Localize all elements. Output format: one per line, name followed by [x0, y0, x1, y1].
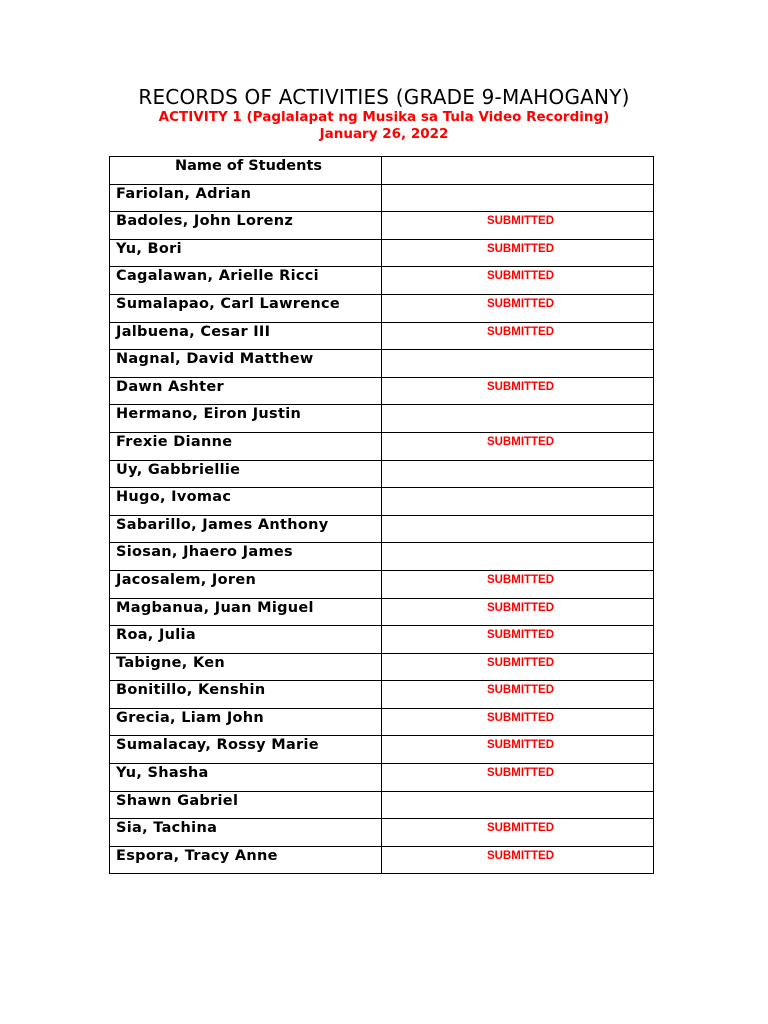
submission-status-cell: SUBMITTED: [382, 736, 654, 764]
table-row: [110, 212, 654, 240]
activity-date: January 26, 2022: [319, 126, 449, 142]
student-name-cell: Frexie Dianne: [110, 432, 382, 460]
submission-status-cell: SUBMITTED: [382, 239, 654, 267]
submission-status-cell: SUBMITTED: [382, 653, 654, 681]
activity-subtitle: ACTIVITY 1 (Paglalapat ng Musika sa Tula Video Recording): [158, 109, 610, 125]
table-row: [110, 543, 654, 571]
student-name-cell: Badoles, John Lorenz: [110, 212, 382, 240]
submission-status-cell: SUBMITTED: [382, 294, 654, 322]
student-name-cell: Yu, Shasha: [110, 764, 382, 792]
submission-status-cell: SUBMITTED: [382, 598, 654, 626]
submission-status-cell: SUBMITTED: [382, 432, 654, 460]
table-row: [110, 377, 654, 405]
student-name-cell: Shawn Gabriel: [110, 791, 382, 819]
table-row: [110, 846, 654, 874]
student-name-cell: Fariolan, Adrian: [110, 184, 382, 212]
table-row: [110, 570, 654, 598]
student-name-cell: Sia, Tachina: [110, 819, 382, 847]
table-row: [110, 350, 654, 378]
submission-status-cell: SUBMITTED: [382, 708, 654, 736]
student-name-cell: Sumalapao, Carl Lawrence: [110, 294, 382, 322]
table-row: [110, 322, 654, 350]
table-header-row: [110, 157, 654, 185]
student-name-cell: Nagnal, David Matthew: [110, 350, 382, 378]
table-row: [110, 681, 654, 709]
table-row: [110, 488, 654, 516]
submission-status-cell: [382, 543, 654, 571]
submission-status-cell: SUBMITTED: [382, 267, 654, 295]
submission-status-cell: SUBMITTED: [382, 681, 654, 709]
table-row: [110, 184, 654, 212]
submission-status-cell: [382, 460, 654, 488]
header-status: [382, 157, 654, 185]
submission-status-cell: [382, 791, 654, 819]
table-row: [110, 764, 654, 792]
header-name-of-students: Name of Students: [110, 157, 382, 185]
table-row: [110, 267, 654, 295]
submission-status-cell: [382, 405, 654, 433]
student-name-cell: Bonitillo, Kenshin: [110, 681, 382, 709]
table-row: [110, 239, 654, 267]
submission-status-cell: [382, 515, 654, 543]
submission-status-cell: SUBMITTED: [382, 377, 654, 405]
table-row: [110, 819, 654, 847]
student-name-cell: Cagalawan, Arielle Ricci: [110, 267, 382, 295]
submission-status-cell: SUBMITTED: [382, 764, 654, 792]
student-name-cell: Dawn Ashter: [110, 377, 382, 405]
table-row: [110, 460, 654, 488]
student-name-cell: Siosan, Jhaero James: [110, 543, 382, 571]
student-name-cell: Tabigne, Ken: [110, 653, 382, 681]
student-name-cell: Yu, Bori: [110, 239, 382, 267]
table-row: [110, 294, 654, 322]
submission-status-cell: SUBMITTED: [382, 819, 654, 847]
submission-status-cell: [382, 184, 654, 212]
student-name-cell: Jacosalem, Joren: [110, 570, 382, 598]
student-name-cell: Hermano, Eiron Justin: [110, 405, 382, 433]
submission-status-cell: [382, 350, 654, 378]
table-row: [110, 791, 654, 819]
submission-status-cell: SUBMITTED: [382, 322, 654, 350]
submission-status-cell: SUBMITTED: [382, 570, 654, 598]
submission-status-cell: SUBMITTED: [382, 846, 654, 874]
student-name-cell: Uy, Gabbriellie: [110, 460, 382, 488]
page-title: RECORDS OF ACTIVITIES (GRADE 9-MAHOGANY): [138, 85, 630, 109]
table-row: [110, 708, 654, 736]
student-name-cell: Roa, Julia: [110, 626, 382, 654]
submission-status-cell: SUBMITTED: [382, 212, 654, 240]
table-row: [110, 598, 654, 626]
student-name-cell: Magbanua, Juan Miguel: [110, 598, 382, 626]
submission-status-cell: SUBMITTED: [382, 626, 654, 654]
student-name-cell: Hugo, Ivomac: [110, 488, 382, 516]
student-name-cell: Sabarillo, James Anthony: [110, 515, 382, 543]
student-name-cell: Espora, Tracy Anne: [110, 846, 382, 874]
student-name-cell: Jalbuena, Cesar III: [110, 322, 382, 350]
table-row: [110, 736, 654, 764]
submission-status-cell: [382, 488, 654, 516]
student-name-cell: Sumalacay, Rossy Marie: [110, 736, 382, 764]
table-row: [110, 432, 654, 460]
table-body: [110, 184, 654, 874]
table-row: [110, 626, 654, 654]
table-row: [110, 653, 654, 681]
student-records-table: [109, 156, 654, 874]
student-name-cell: Grecia, Liam John: [110, 708, 382, 736]
table-row: [110, 515, 654, 543]
table-row: [110, 405, 654, 433]
